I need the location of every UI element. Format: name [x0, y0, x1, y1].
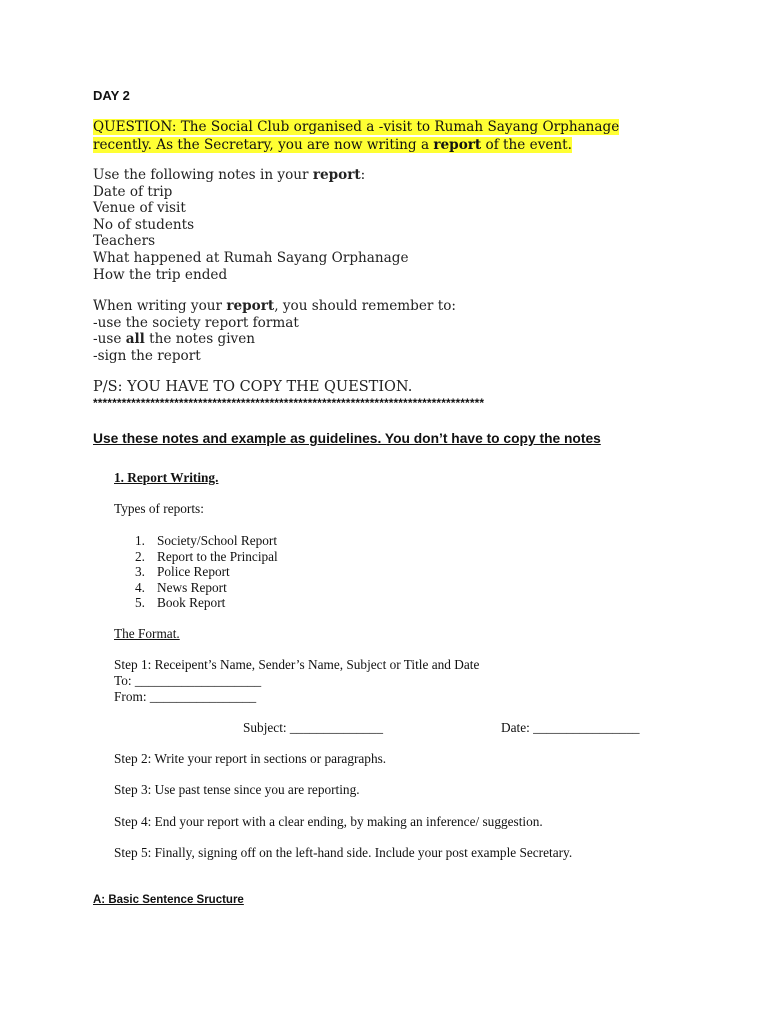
notes-list	[93, 167, 408, 283]
list-text: Book Report	[157, 595, 226, 611]
notes-item: No of students	[93, 216, 195, 233]
question-block	[93, 118, 619, 154]
report-types-list	[135, 533, 278, 611]
step-5: Step 5: Finally, signing off on the left-hand side. Include your post example Secretary.	[114, 845, 573, 860]
remember-item-2-text: -use	[93, 331, 126, 348]
to-line: To: ___________________	[114, 673, 262, 688]
list-item	[135, 564, 278, 580]
notes-intro-end: :	[360, 167, 366, 183]
types-label: Types of reports:	[114, 501, 204, 516]
notes-intro-text: Use the following notes in your	[93, 167, 313, 183]
list-text: News Report	[157, 579, 227, 595]
list-text: Society/School Report	[157, 533, 278, 548]
day-label: DAY 2	[93, 88, 130, 103]
list-text: Police Report	[157, 564, 230, 580]
list-text: Report to the Principal	[157, 548, 278, 564]
section-a-heading: A: Basic Sentence Sructure	[93, 894, 244, 906]
remember-intro-text: When writing your	[93, 298, 227, 314]
ps-note: P/S: YOU HAVE TO COPY THE QUESTION.	[93, 379, 413, 395]
question-line-2	[93, 137, 572, 153]
list-item	[135, 580, 278, 596]
notes-intro-bold: report	[312, 167, 361, 183]
remember-item: -sign the report	[93, 347, 201, 364]
list-item	[135, 595, 278, 611]
star-divider: **********************************************************************************	[93, 396, 485, 410]
step-4: Step 4: End your report with a clear ending, by making an inference/ suggestion.	[114, 814, 543, 829]
remember-intro-bold: report	[226, 298, 275, 314]
guideline-heading: Use these notes and example as guidelines. You don’t have to copy the notes	[93, 431, 601, 446]
list-number: 4.	[135, 579, 145, 595]
report-writing-heading: 1. Report Writing.	[114, 470, 219, 485]
question-line-2-text: recently. As the Secretary, you are now writing a	[93, 137, 434, 153]
remember-item-2-bold: all	[125, 331, 145, 348]
question-line-2-end: of the event.	[481, 137, 572, 153]
date-line: Date: ________________	[501, 720, 640, 735]
remember-item: -use the society report format	[93, 314, 299, 331]
notes-item: Venue of visit	[93, 200, 186, 217]
list-item	[135, 549, 278, 565]
subject-line: Subject: ______________	[243, 720, 383, 735]
from-line: From: ________________	[114, 689, 257, 704]
step-2: Step 2: Write your report in sections or paragraphs.	[114, 751, 387, 766]
list-item	[135, 533, 278, 549]
notes-item: Teachers	[93, 233, 156, 250]
step-3: Step 3: Use past tense since you are reporting.	[114, 782, 360, 797]
remember-intro	[93, 298, 456, 315]
remember-item-2-end: the notes given	[144, 331, 256, 348]
notes-item: What happened at Rumah Sayang Orphanage	[93, 249, 409, 266]
list-number: 1.	[135, 533, 145, 548]
notes-intro	[93, 167, 408, 184]
list-number: 5.	[135, 595, 145, 611]
notes-item: Date of trip	[93, 183, 173, 200]
list-number: 3.	[135, 564, 145, 580]
step-1: Step 1: Receipent’s Name, Sender’s Name, Subject or Title and Date	[114, 657, 480, 672]
remember-item	[93, 331, 456, 348]
remember-intro-end: , you should remember to:	[274, 298, 456, 314]
list-number: 2.	[135, 548, 145, 564]
question-line-1: QUESTION: The Social Club organised a -visit to Rumah Sayang Orphanage	[93, 119, 620, 135]
notes-item: How the trip ended	[93, 266, 228, 283]
question-bold-report: report	[433, 137, 482, 153]
format-heading: The Format.	[114, 626, 180, 641]
remember-list	[93, 298, 456, 364]
